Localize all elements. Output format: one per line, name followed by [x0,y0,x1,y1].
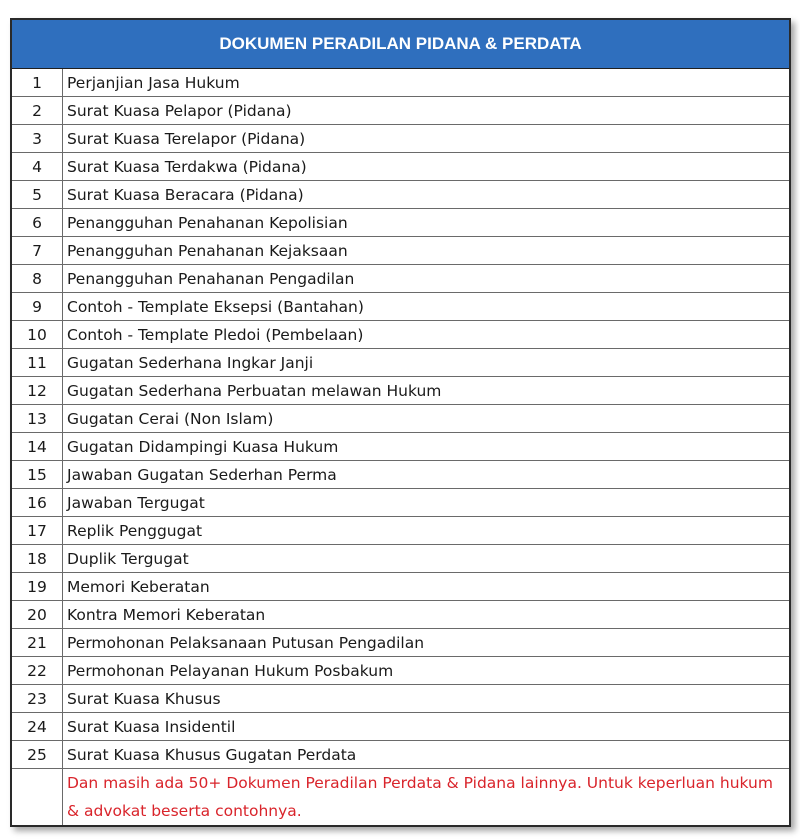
table-row [12,349,789,377]
document-name: Contoh - Template Pledoi (Pembelaan) [63,321,790,349]
document-name: Gugatan Sederhana Perbuatan melawan Hukum [63,377,790,405]
table-row [12,685,789,713]
table-row [12,125,789,153]
row-number: 15 [12,461,63,489]
document-name: Perjanjian Jasa Hukum [63,69,790,97]
row-number: 3 [12,125,63,153]
table-row [12,97,789,125]
document-name: Surat Kuasa Insidentil [63,713,790,741]
document-name: Penangguhan Penahanan Pengadilan [63,265,790,293]
document-name: Surat Kuasa Terelapor (Pidana) [63,125,790,153]
table-row [12,629,789,657]
row-number: 1 [12,69,63,97]
row-number: 6 [12,209,63,237]
document-name: Memori Keberatan [63,573,790,601]
note-text: Dan masih ada 50+ Dokumen Peradilan Perdata & Pidana lainnya. Untuk keperluan hukum & advokat beserta contohnya. [67,774,773,820]
document-table [10,18,791,827]
row-number: 14 [12,433,63,461]
table-title: DOKUMEN PERADILAN PIDANA & PERDATA [12,20,789,69]
table-row [12,153,789,181]
table-row [12,545,789,573]
document-name: Surat Kuasa Beracara (Pidana) [63,181,790,209]
document-name: Penangguhan Penahanan Kejaksaan [63,237,790,265]
table-row [12,209,789,237]
document-name: Replik Penggugat [63,517,790,545]
table-row [12,237,789,265]
table-row [12,433,789,461]
document-name: Gugatan Sederhana Ingkar Janji [63,349,790,377]
table-row [12,461,789,489]
table-row [12,265,789,293]
document-name: Jawaban Gugatan Sederhan Perma [63,461,790,489]
table-row [12,601,789,629]
document-name: Permohonan Pelayanan Hukum Posbakum [63,657,790,685]
table-row [12,405,789,433]
table-row [12,713,789,741]
row-number: 24 [12,713,63,741]
row-number: 20 [12,601,63,629]
row-number: 25 [12,741,63,769]
row-number: 16 [12,489,63,517]
row-number: 23 [12,685,63,713]
row-number: 8 [12,265,63,293]
row-number: 11 [12,349,63,377]
document-name: Surat Kuasa Terdakwa (Pidana) [63,153,790,181]
note-row [12,769,789,826]
row-number: 10 [12,321,63,349]
document-rows [12,69,789,825]
document-name: Penangguhan Penahanan Kepolisian [63,209,790,237]
document-name: Kontra Memori Keberatan [63,601,790,629]
document-name: Surat Kuasa Pelapor (Pidana) [63,97,790,125]
row-number: 13 [12,405,63,433]
table-row [12,377,789,405]
row-number: 5 [12,181,63,209]
row-number: 21 [12,629,63,657]
table-row [12,293,789,321]
document-name: Contoh - Template Eksepsi (Bantahan) [63,293,790,321]
document-name: Duplik Tergugat [63,545,790,573]
document-name: Surat Kuasa Khusus [63,685,790,713]
table-row [12,321,789,349]
table-row [12,517,789,545]
document-name: Surat Kuasa Khusus Gugatan Perdata [63,741,790,769]
document-name: Gugatan Cerai (Non Islam) [63,405,790,433]
row-number: 12 [12,377,63,405]
document-list [12,69,789,825]
table-row [12,657,789,685]
note-empty-cell [12,769,63,826]
row-number: 19 [12,573,63,601]
table-row [12,573,789,601]
row-number: 7 [12,237,63,265]
document-name: Permohonan Pelaksanaan Putusan Pengadilan [63,629,790,657]
row-number: 18 [12,545,63,573]
table-row [12,489,789,517]
row-number: 9 [12,293,63,321]
table-row [12,741,789,769]
table-row [12,69,789,97]
row-number: 2 [12,97,63,125]
row-number: 22 [12,657,63,685]
document-name: Jawaban Tergugat [63,489,790,517]
row-number: 4 [12,153,63,181]
table-row [12,181,789,209]
row-number: 17 [12,517,63,545]
document-name: Gugatan Didampingi Kuasa Hukum [63,433,790,461]
